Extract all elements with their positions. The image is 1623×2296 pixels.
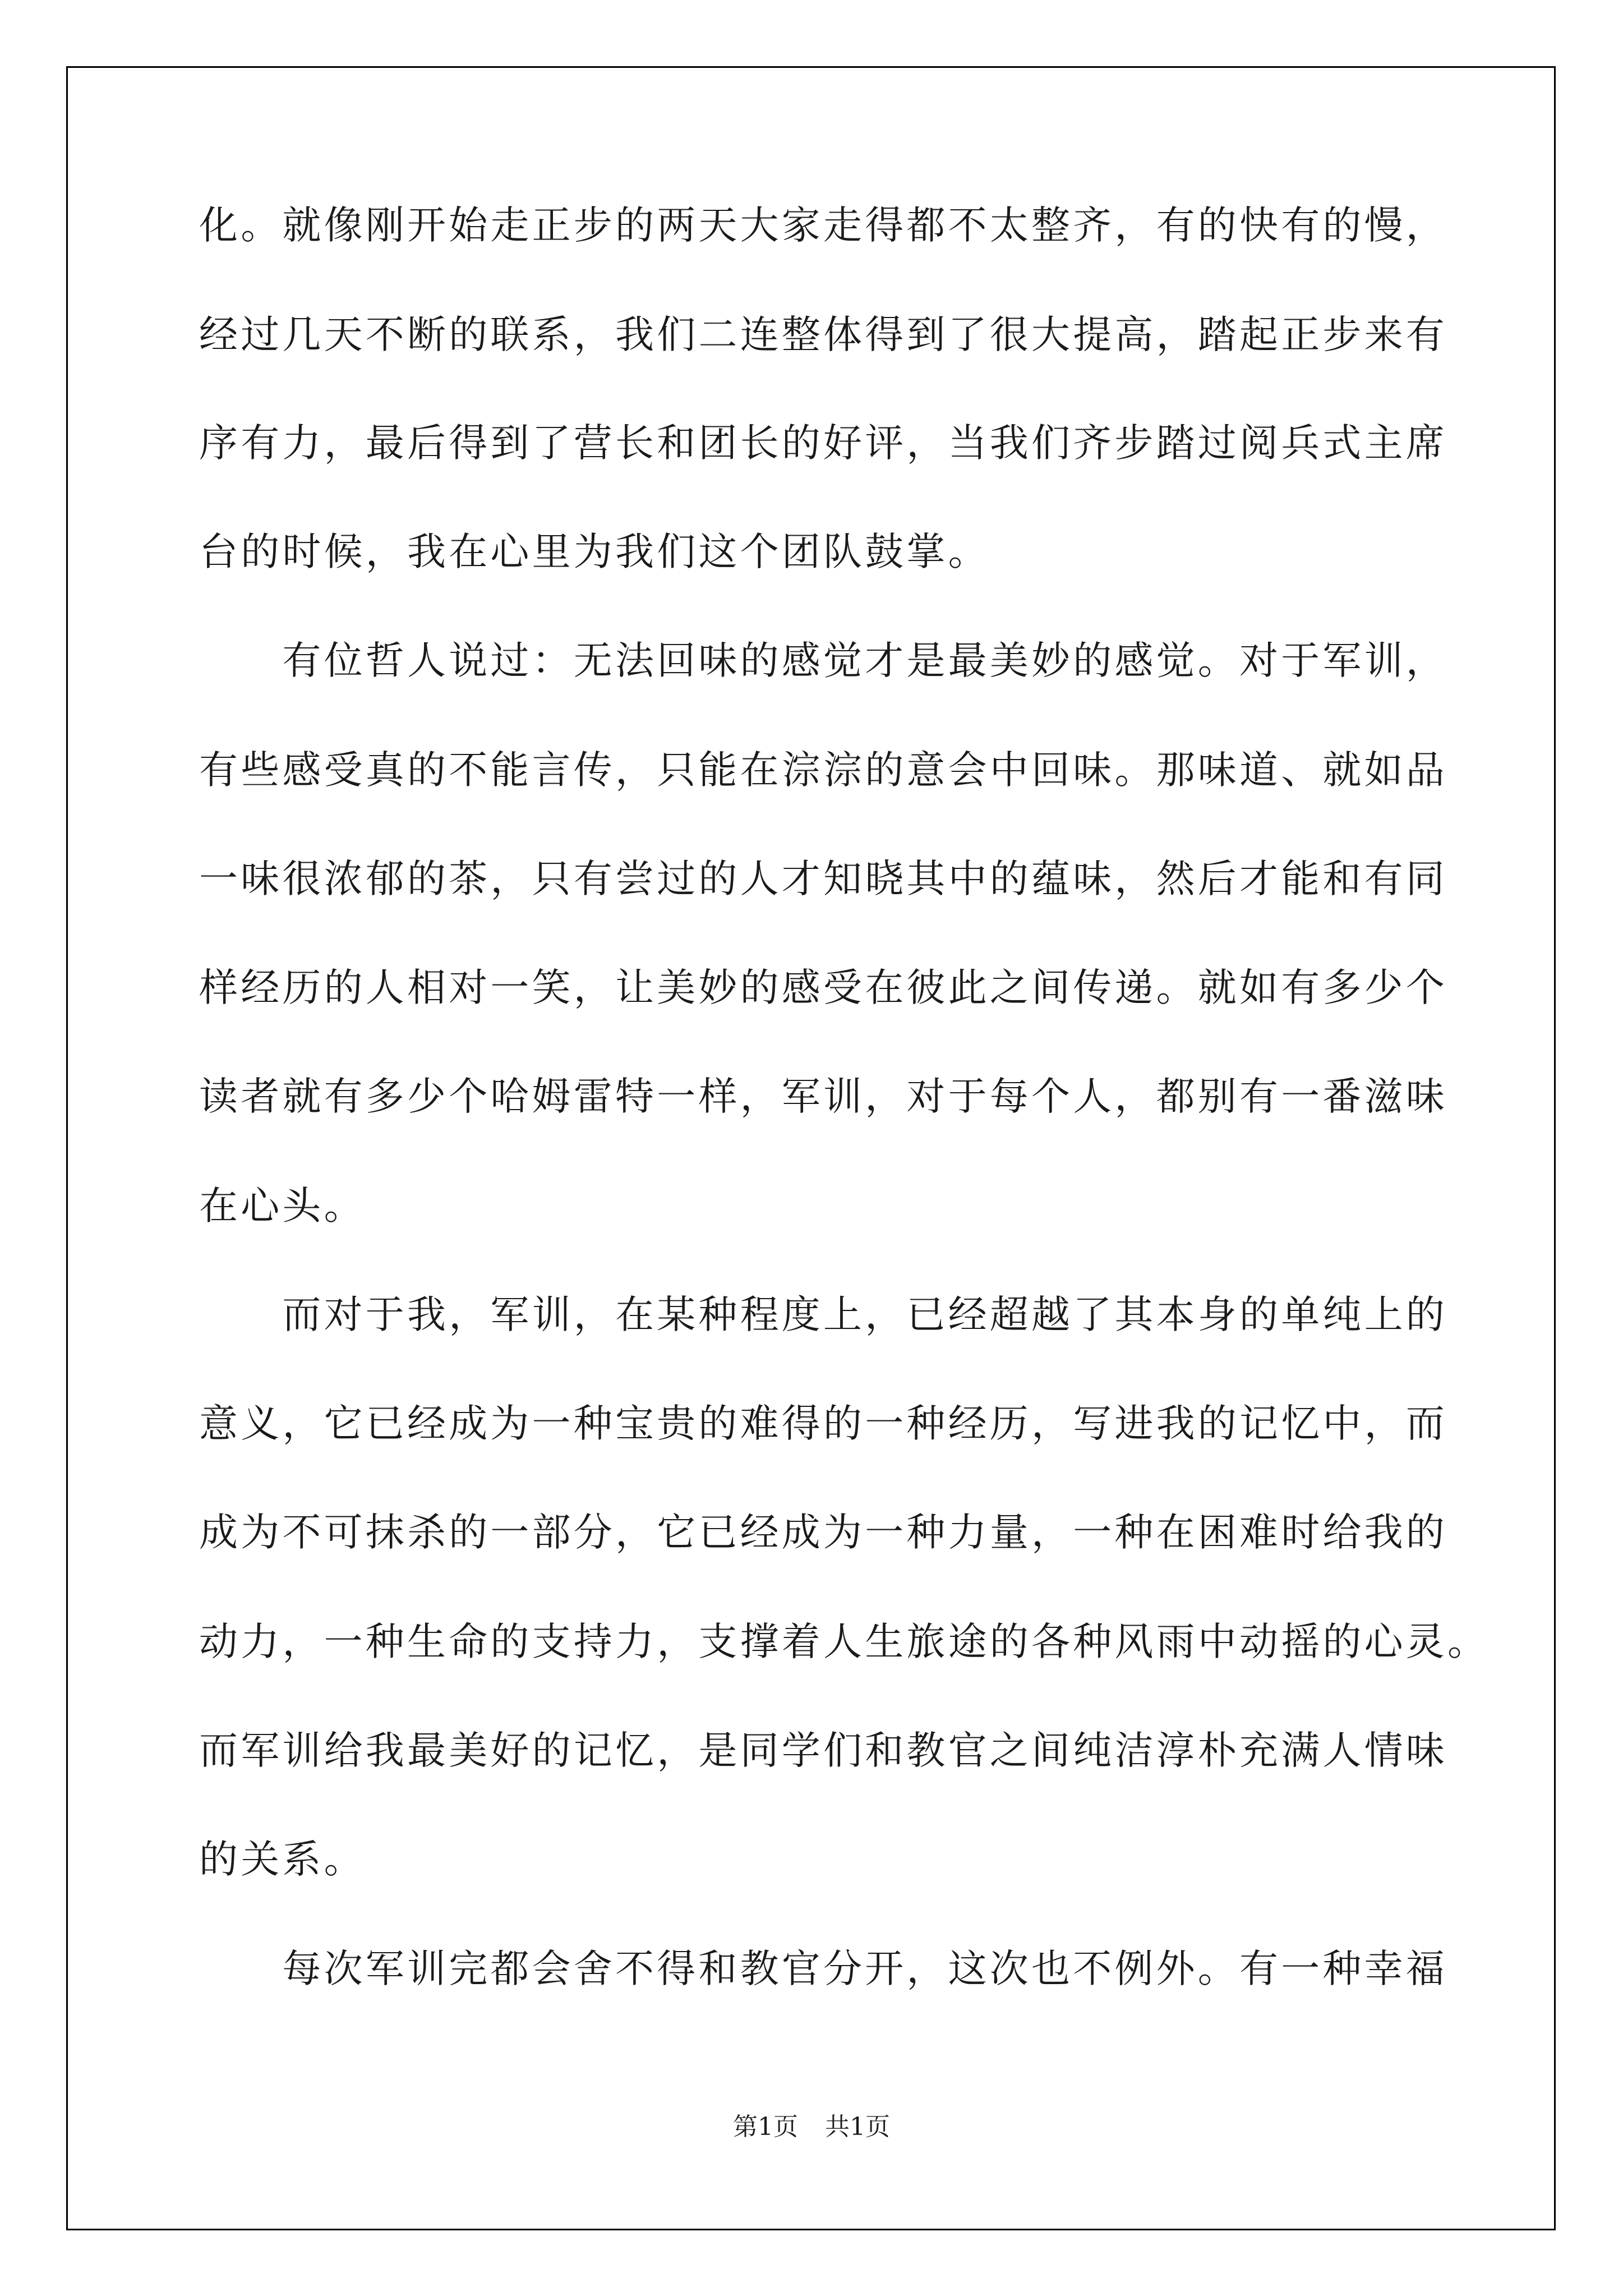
text-line: 的关系。 bbox=[199, 1837, 366, 1882]
text-line: 样经历的人相对一笑，让美妙的感受在彼此之间传递。就如有多少个 bbox=[199, 965, 1447, 1010]
page-number: 第1页 bbox=[733, 2113, 798, 2141]
text-line: 有些感受真的不能言传，只能在淙淙的意会中回味。那味道、就如品 bbox=[199, 748, 1447, 793]
text-line: 动力，一种生命的支持力，支撑着人生旅途的各种风雨中动摇的心灵。 bbox=[199, 1619, 1490, 1664]
text-line: 而对于我，军训，在某种程度上，已经超越了其本身的单纯上的 bbox=[199, 1292, 1447, 1337]
text-line: 成为不可抹杀的一部分，它已经成为一种力量，一种在困难时给我的 bbox=[199, 1510, 1447, 1555]
text-line: 序有力，最后得到了营长和团长的好评，当我们齐步踏过阅兵式主席 bbox=[199, 421, 1447, 466]
page-footer bbox=[0, 2110, 1623, 2144]
text-line: 读者就有多少个哈姆雷特一样，军训，对于每个人，都别有一番滋味 bbox=[199, 1074, 1447, 1119]
text-line: 有位哲人说过：无法回味的感觉才是最美妙的感觉。对于军训， bbox=[199, 638, 1447, 683]
text-line: 每次军训完都会舍不得和教官分开，这次也不例外。有一种幸福 bbox=[199, 1947, 1447, 1991]
text-line: 化。就像刚开始走正步的两天大家走得都不太整齐，有的快有的慢， bbox=[199, 203, 1447, 248]
text-line: 在心头。 bbox=[199, 1184, 366, 1228]
text-line: 而军训给我最美好的记忆，是同学们和教官之间纯洁淳朴充满人情味 bbox=[199, 1728, 1447, 1773]
text-line: 一味很浓郁的茶，只有尝过的人才知晓其中的蕴味，然后才能和有同 bbox=[199, 857, 1447, 901]
page-border bbox=[66, 66, 1556, 2230]
text-line: 意义，它已经成为一种宝贵的难得的一种经历，写进我的记忆中，而 bbox=[199, 1401, 1447, 1446]
page-total: 共1页 bbox=[825, 2113, 890, 2141]
text-line: 台的时候，我在心里为我们这个团队鼓掌。 bbox=[199, 530, 990, 574]
text-line: 经过几天不断的联系，我们二连整体得到了很大提高，踏起正步来有 bbox=[199, 312, 1447, 357]
